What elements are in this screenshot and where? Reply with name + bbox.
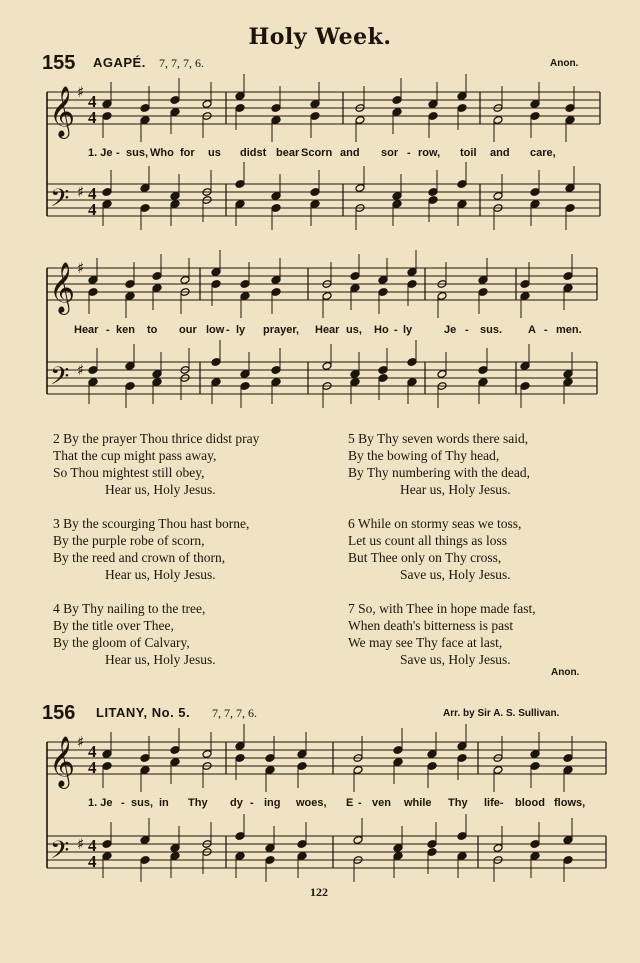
verse-line: 6 While on stormy seas we toss, bbox=[348, 516, 522, 531]
verse-line: But Thee only on Thy cross, bbox=[348, 550, 502, 565]
tune-name-156: LITANY, No. 5. bbox=[96, 705, 191, 720]
time-signature-numerator: 4 bbox=[88, 742, 97, 761]
lyric-syllable: prayer, bbox=[263, 324, 300, 336]
lyric-syllable: - bbox=[106, 324, 110, 336]
key-signature-sharp: ♯ bbox=[77, 733, 85, 751]
verse-5 bbox=[348, 430, 536, 498]
lyric-syllable: Ho bbox=[374, 324, 389, 336]
lyric-syllable: ly bbox=[403, 324, 413, 336]
verse-line: 7 So, with Thee in hope made fast, bbox=[348, 601, 536, 616]
verse-line: So Thou mightest still obey, bbox=[53, 465, 205, 480]
verse-line: By the purple robe of scorn, bbox=[53, 533, 205, 548]
lyric-syllable: - bbox=[226, 324, 230, 336]
lyric-syllable: toil bbox=[460, 147, 477, 159]
lyric-syllable: Who bbox=[150, 147, 174, 159]
lyric-syllable: didst bbox=[240, 147, 267, 159]
lyric-syllable: woes, bbox=[296, 797, 327, 809]
meter-155: 7, 7, 7, 6. bbox=[159, 56, 204, 70]
time-signature-denominator: 4 bbox=[88, 758, 97, 777]
treble-clef-icon: 𝄞 bbox=[49, 86, 76, 137]
page-title: Holy Week. bbox=[248, 24, 392, 50]
verse-line: We may see Thy face at last, bbox=[348, 635, 503, 650]
meter-156: 7, 7, 7, 6. bbox=[212, 706, 257, 720]
lyric-syllable: us, bbox=[346, 324, 362, 336]
verse-line: By the bowing of Thy head, bbox=[348, 448, 500, 463]
lyric-syllable: Scorn bbox=[301, 147, 333, 159]
verse-4 bbox=[53, 600, 259, 668]
lyric-syllable: ven bbox=[372, 797, 391, 809]
verse-line: That the cup might pass away, bbox=[53, 448, 217, 463]
verse-line: 5 By Thy seven words there said, bbox=[348, 431, 529, 446]
verse-line: 3 By the scourging Thou hast borne, bbox=[53, 516, 250, 531]
lyric-syllable: - bbox=[544, 324, 548, 336]
lyric-syllable: us bbox=[208, 147, 221, 159]
attribution-156: Arr. by Sir A. S. Sullivan. bbox=[443, 708, 560, 719]
lyric-syllable: ly bbox=[236, 324, 246, 336]
lyric-syllable: and bbox=[340, 147, 360, 159]
lyric-syllable: sor bbox=[381, 147, 399, 159]
lyric-syllable: men. bbox=[556, 324, 582, 336]
verse-line: By the reed and crown of thorn, bbox=[53, 550, 226, 565]
lyric-syllable: blood bbox=[515, 797, 545, 809]
lyric-syllable: care, bbox=[530, 147, 556, 159]
lyric-syllable: - bbox=[250, 797, 254, 809]
verse-7 bbox=[348, 600, 536, 668]
bass-clef-icon: 𝄢 bbox=[50, 836, 70, 871]
page-number: 122 bbox=[310, 885, 328, 899]
lyric-syllable: - bbox=[465, 324, 469, 336]
lyric-syllable: sus, bbox=[131, 797, 154, 809]
verse-line: When death's bitterness is past bbox=[348, 618, 514, 633]
treble-clef-icon: 𝄞 bbox=[49, 262, 76, 313]
time-signature-denominator: 4 bbox=[88, 200, 97, 219]
lyric-syllable: Thy bbox=[448, 797, 468, 809]
treble-clef-icon: 𝄞 bbox=[49, 736, 76, 787]
attribution-155: Anon. bbox=[550, 58, 579, 69]
lyric-syllable: - bbox=[358, 797, 362, 809]
lyric-syllable: ing bbox=[264, 797, 281, 809]
lyric-syllable: sus. bbox=[480, 324, 503, 336]
lyric-syllable: - bbox=[394, 324, 398, 336]
lyric-syllable: Hear bbox=[315, 324, 340, 336]
verse-line: By the title over Thee, bbox=[53, 618, 174, 633]
verse-refrain: Hear us, Holy Jesus. bbox=[105, 567, 216, 582]
lyric-syllable: flows, bbox=[554, 797, 586, 809]
lyric-syllable: and bbox=[490, 147, 510, 159]
lyric-syllable: Je bbox=[444, 324, 457, 336]
lyric-syllable: 1. Je bbox=[88, 797, 113, 809]
tune-name-155: AGAPÉ. bbox=[93, 55, 146, 70]
verse-refrain: Save us, Holy Jesus. bbox=[400, 652, 511, 667]
time-signature-denominator: 4 bbox=[88, 852, 97, 871]
key-signature-sharp: ♯ bbox=[77, 83, 85, 101]
lyric-syllable: in bbox=[159, 797, 169, 809]
lyric-syllable: - bbox=[407, 147, 411, 159]
verse-line: By the gloom of Calvary, bbox=[53, 635, 190, 650]
lyric-syllable: sus, bbox=[126, 147, 149, 159]
lyric-syllable: to bbox=[147, 324, 158, 336]
hymn-number-156: 156 bbox=[42, 702, 76, 724]
time-signature-numerator: 4 bbox=[88, 836, 97, 855]
bass-clef-icon: 𝄢 bbox=[50, 184, 70, 219]
key-signature-sharp: ♯ bbox=[77, 183, 85, 201]
verse-refrain: Hear us, Holy Jesus. bbox=[105, 482, 216, 497]
verse-refrain: Hear us, Holy Jesus. bbox=[105, 652, 216, 667]
verse-line: Let us count all things as loss bbox=[348, 533, 507, 548]
verse-2 bbox=[53, 430, 259, 498]
time-signature-denominator: 4 bbox=[88, 108, 97, 127]
lyric-syllable: ken bbox=[116, 324, 135, 336]
lyric-syllable: 1. Je bbox=[88, 147, 113, 159]
lyric-syllable: E bbox=[346, 797, 354, 809]
lyric-syllable: row, bbox=[418, 147, 441, 159]
lyric-syllable: - bbox=[116, 147, 120, 159]
time-signature-numerator: 4 bbox=[88, 92, 97, 111]
bass-clef-icon: 𝄢 bbox=[50, 362, 70, 397]
lyric-syllable: while bbox=[404, 797, 432, 809]
key-signature-sharp: ♯ bbox=[77, 259, 85, 277]
verse-line: By Thy numbering with the dead, bbox=[348, 465, 530, 480]
verses-right-column bbox=[348, 430, 536, 668]
lyric-syllable: life- bbox=[484, 797, 504, 809]
key-signature-sharp: ♯ bbox=[77, 835, 85, 853]
lyric-syllable: - bbox=[121, 797, 125, 809]
lyric-syllable: Hear bbox=[74, 324, 99, 336]
time-signature-numerator: 4 bbox=[88, 184, 97, 203]
lyric-syllable: low bbox=[206, 324, 225, 336]
lyric-syllable: A bbox=[528, 324, 536, 336]
verse-refrain: Hear us, Holy Jesus. bbox=[400, 482, 511, 497]
verse-6 bbox=[348, 515, 536, 583]
verse-3 bbox=[53, 515, 259, 583]
verse-line: 2 By the prayer Thou thrice didst pray bbox=[53, 431, 260, 446]
verse-line: 4 By Thy nailing to the tree, bbox=[53, 601, 206, 616]
lyric-syllable: bear bbox=[276, 147, 300, 159]
hymn-number-155: 155 bbox=[42, 52, 76, 74]
lyric-syllable: Thy bbox=[188, 797, 208, 809]
verses-attribution: Anon. bbox=[551, 667, 580, 678]
lyric-syllable: our bbox=[179, 324, 197, 336]
verses-left-column bbox=[53, 430, 259, 668]
verse-refrain: Save us, Holy Jesus. bbox=[400, 567, 511, 582]
key-signature-sharp: ♯ bbox=[77, 361, 85, 379]
lyric-syllable: dy bbox=[230, 797, 243, 809]
lyric-syllable: for bbox=[180, 147, 195, 159]
